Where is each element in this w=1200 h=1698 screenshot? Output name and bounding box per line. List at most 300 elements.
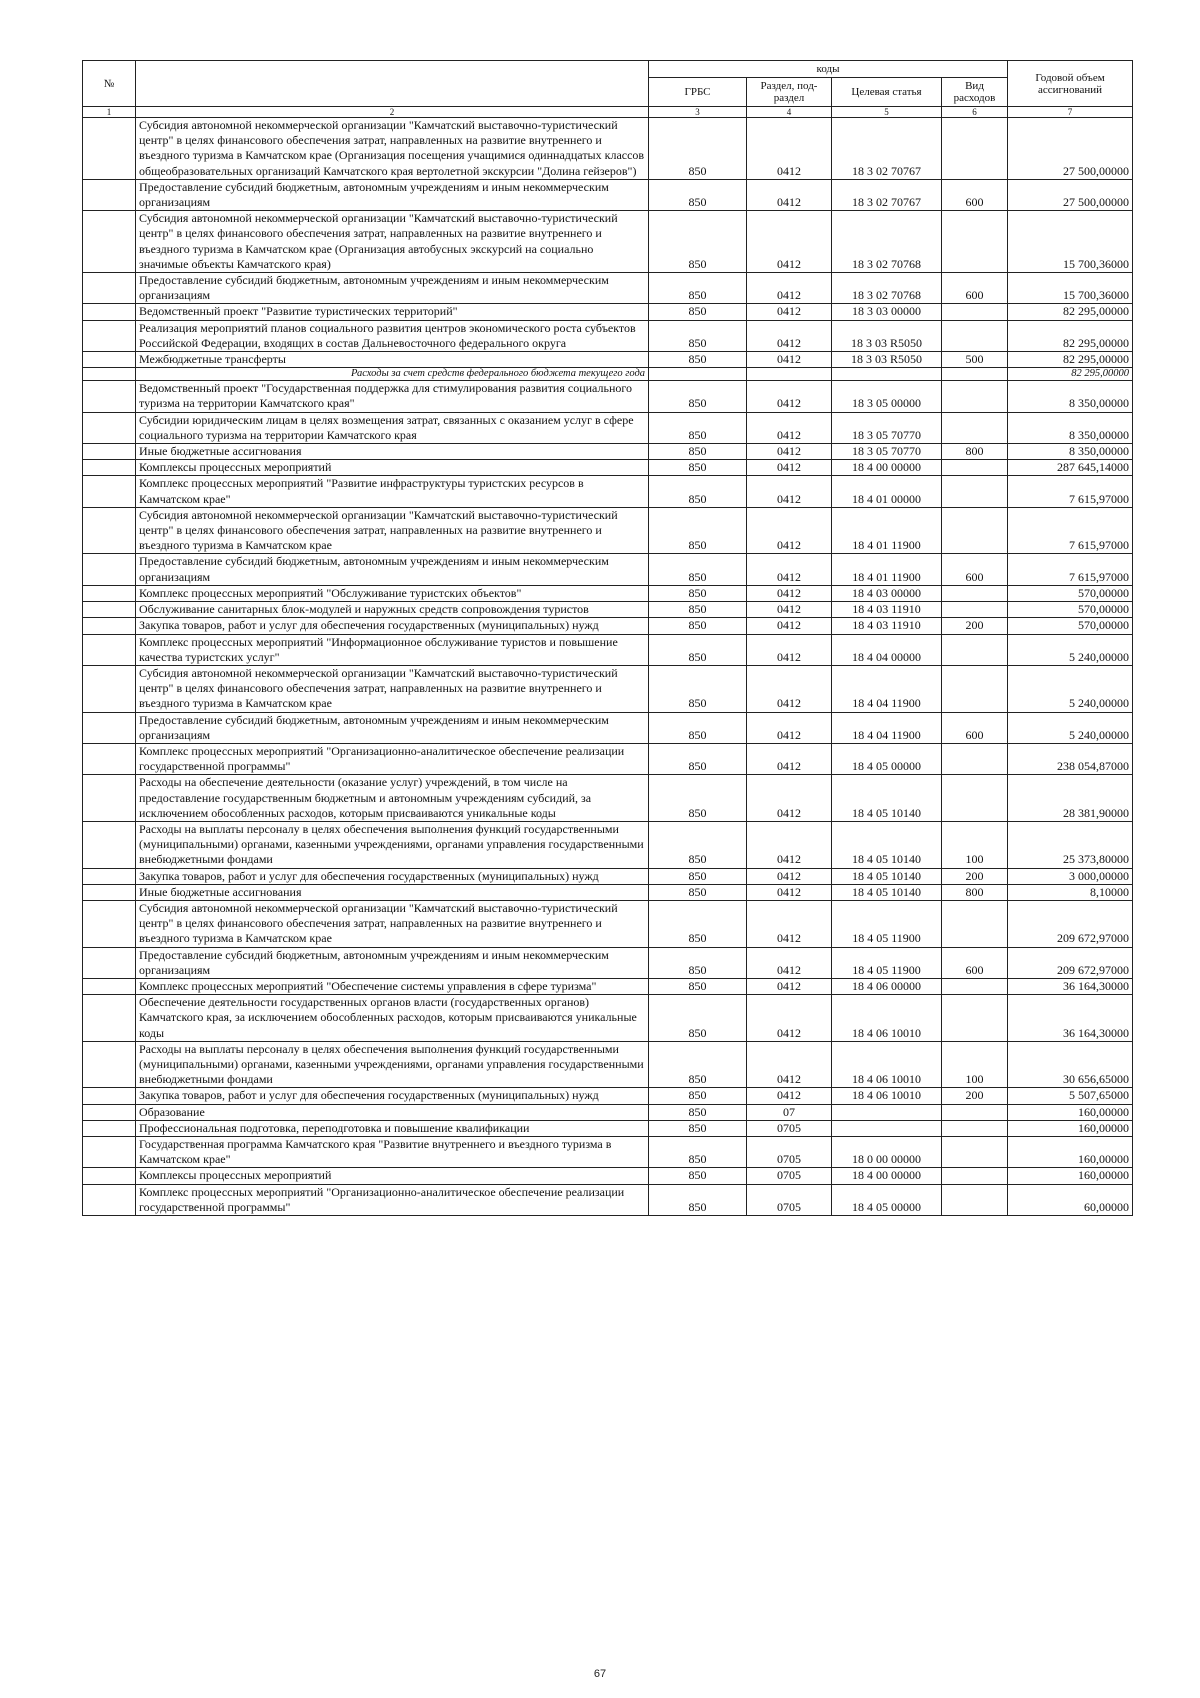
row-target-cell: 18 4 06 10010 <box>832 1041 942 1088</box>
row-razdel-cell: 0412 <box>747 995 832 1042</box>
row-amount-cell: 82 295,00000 <box>1008 368 1133 381</box>
header-codes: коды <box>649 61 1008 78</box>
row-razdel-cell: 0412 <box>747 712 832 743</box>
row-vid-cell <box>942 304 1008 320</box>
row-number-cell <box>83 554 136 585</box>
row-razdel-cell <box>747 368 832 381</box>
row-amount-cell: 5 507,65000 <box>1008 1088 1133 1104</box>
row-description-cell: Субсидия автономной некоммерческой организации "Камчатский выставочно-туристический центр" в целях финансового обеспечения затрат, направленных на развитие внутреннего и въездного туризма в Камчатском крае <box>136 665 649 712</box>
row-amount-cell: 30 656,65000 <box>1008 1041 1133 1088</box>
row-description-cell: Комплексы процессных мероприятий <box>136 460 649 476</box>
row-number-cell <box>83 775 136 822</box>
table-row <box>83 978 1133 994</box>
row-vid-cell <box>942 211 1008 273</box>
row-target-cell: 18 4 05 00000 <box>832 1184 942 1215</box>
row-vid-cell: 600 <box>942 179 1008 210</box>
row-number-cell <box>83 978 136 994</box>
row-target-cell: 18 4 03 11910 <box>832 618 942 634</box>
col-number: 7 <box>1008 107 1133 118</box>
row-grbs-cell: 850 <box>649 884 747 900</box>
row-amount-cell: 160,00000 <box>1008 1120 1133 1136</box>
table-row <box>83 1104 1133 1120</box>
row-vid-cell <box>942 320 1008 351</box>
row-grbs-cell: 850 <box>649 978 747 994</box>
row-description-cell: Обеспечение деятельности государственных органов власти (государственных органов) Камчатского края, за исключением обособленных расходов, которым присваиваются уникальные коды <box>136 995 649 1042</box>
row-description-cell: Профессиональная подготовка, переподготовка и повышение квалификации <box>136 1120 649 1136</box>
row-grbs-cell: 850 <box>649 1104 747 1120</box>
row-target-cell: 18 4 05 10140 <box>832 775 942 822</box>
row-grbs-cell: 850 <box>649 665 747 712</box>
table-row <box>83 381 1133 412</box>
row-razdel-cell: 0412 <box>747 211 832 273</box>
row-grbs-cell: 850 <box>649 412 747 443</box>
table-body <box>83 118 1133 1216</box>
row-number-cell <box>83 320 136 351</box>
row-target-cell: 18 4 00 00000 <box>832 460 942 476</box>
table-row <box>83 476 1133 507</box>
row-amount-cell: 15 700,36000 <box>1008 273 1133 304</box>
row-number-cell <box>83 118 136 180</box>
row-amount-cell: 82 295,00000 <box>1008 320 1133 351</box>
table-row <box>83 1120 1133 1136</box>
row-grbs-cell: 850 <box>649 712 747 743</box>
row-description-cell: Предоставление субсидий бюджетным, автономным учреждениям и иным некоммерческим организациям <box>136 179 649 210</box>
row-description-cell: Государственная программа Камчатского края "Развитие внутреннего и въездного туризма в Камчатском крае" <box>136 1137 649 1168</box>
row-vid-cell <box>942 476 1008 507</box>
row-description-cell: Иные бюджетные ассигнования <box>136 444 649 460</box>
row-target-cell: 18 3 03 R5050 <box>832 320 942 351</box>
row-amount-cell: 8 350,00000 <box>1008 444 1133 460</box>
col-number: 4 <box>747 107 832 118</box>
row-amount-cell: 570,00000 <box>1008 585 1133 601</box>
header-no: № <box>83 61 136 107</box>
row-grbs-cell: 850 <box>649 476 747 507</box>
row-vid-cell <box>942 978 1008 994</box>
row-razdel-cell: 0412 <box>747 665 832 712</box>
row-razdel-cell: 0412 <box>747 1041 832 1088</box>
row-grbs-cell: 850 <box>649 1184 747 1215</box>
table-row <box>83 179 1133 210</box>
row-number-cell <box>83 884 136 900</box>
row-grbs-cell: 850 <box>649 743 747 774</box>
row-number-cell <box>83 412 136 443</box>
row-grbs-cell: 850 <box>649 775 747 822</box>
row-description-cell: Предоставление субсидий бюджетным, автономным учреждениям и иным некоммерческим организациям <box>136 712 649 743</box>
row-vid-cell: 800 <box>942 884 1008 900</box>
row-razdel-cell: 0705 <box>747 1120 832 1136</box>
row-amount-cell: 7 615,97000 <box>1008 507 1133 554</box>
row-amount-cell: 36 164,30000 <box>1008 978 1133 994</box>
row-razdel-cell: 0412 <box>747 118 832 180</box>
row-vid-cell: 200 <box>942 868 1008 884</box>
row-grbs-cell: 850 <box>649 1137 747 1168</box>
row-amount-cell: 160,00000 <box>1008 1137 1133 1168</box>
row-grbs-cell: 850 <box>649 507 747 554</box>
header-vid: Вид расходов <box>942 78 1008 107</box>
row-vid-cell <box>942 412 1008 443</box>
row-grbs-cell: 850 <box>649 995 747 1042</box>
row-vid-cell <box>942 665 1008 712</box>
header-annual-volume: Годовой объем ассигнований <box>1008 61 1133 107</box>
row-vid-cell <box>942 1168 1008 1184</box>
row-vid-cell <box>942 460 1008 476</box>
row-target-cell: 18 4 06 10010 <box>832 995 942 1042</box>
row-vid-cell <box>942 995 1008 1042</box>
row-description-cell: Ведомственный проект "Государственная поддержка для стимулирования развития социального туризма на территории Камчатского края" <box>136 381 649 412</box>
budget-table-container <box>82 60 1132 1216</box>
row-description-cell: Предоставление субсидий бюджетным, автономным учреждениям и иным некоммерческим организациям <box>136 947 649 978</box>
row-vid-cell <box>942 1137 1008 1168</box>
table-row <box>83 304 1133 320</box>
row-razdel-cell: 0412 <box>747 743 832 774</box>
row-target-cell: 18 4 01 11900 <box>832 507 942 554</box>
row-vid-cell <box>942 368 1008 381</box>
row-description-cell: Комплекс процессных мероприятий "Развитие инфраструктуры туристских ресурсов в Камчатском крае" <box>136 476 649 507</box>
row-vid-cell <box>942 1120 1008 1136</box>
row-description-cell: Субсидия автономной некоммерческой организации "Камчатский выставочно-туристический центр" в целях финансового обеспечения затрат, направленных на развитие внутреннего и въездного туризма в Камчатском крае <box>136 507 649 554</box>
table-row <box>83 884 1133 900</box>
row-description-cell: Реализация мероприятий планов социального развития центров экономического роста субъектов Российской Федерации, входящих в состав Дальневосточного федерального округа <box>136 320 649 351</box>
row-vid-cell: 600 <box>942 947 1008 978</box>
row-description-cell: Комплекс процессных мероприятий "Обеспечение системы управления в сфере туризма" <box>136 978 649 994</box>
row-amount-cell: 5 240,00000 <box>1008 665 1133 712</box>
row-target-cell: 18 4 05 11900 <box>832 900 942 947</box>
row-number-cell <box>83 304 136 320</box>
row-vid-cell <box>942 743 1008 774</box>
table-row <box>83 352 1133 368</box>
row-amount-cell: 8,10000 <box>1008 884 1133 900</box>
row-grbs-cell: 850 <box>649 1120 747 1136</box>
row-amount-cell: 27 500,00000 <box>1008 179 1133 210</box>
col-number: 5 <box>832 107 942 118</box>
row-number-cell <box>83 602 136 618</box>
row-target-cell <box>832 1104 942 1120</box>
row-razdel-cell: 0412 <box>747 868 832 884</box>
row-target-cell: 18 4 05 00000 <box>832 743 942 774</box>
row-target-cell: 18 3 02 70768 <box>832 211 942 273</box>
row-target-cell: 18 3 03 00000 <box>832 304 942 320</box>
row-amount-cell: 8 350,00000 <box>1008 412 1133 443</box>
row-description-cell: Субсидия автономной некоммерческой организации "Камчатский выставочно-туристический центр" в целях финансового обеспечения затрат, направленных на развитие внутреннего и въездного туризма в Камчатском крае (Организация посещения учащимися одиннадцатых классов общеобразовательных организаций Камчатского края вертолетной экскурсии "Долина гейзеров") <box>136 118 649 180</box>
row-description-cell: Образование <box>136 1104 649 1120</box>
row-amount-cell: 5 240,00000 <box>1008 634 1133 665</box>
row-description-cell: Субсидия автономной некоммерческой организации "Камчатский выставочно-туристический центр" в целях финансового обеспечения затрат, направленных на развитие внутреннего и въездного туризма в Камчатском крае <box>136 900 649 947</box>
table-row <box>83 665 1133 712</box>
row-target-cell: 18 3 02 70768 <box>832 273 942 304</box>
row-description-cell: Комплекс процессных мероприятий "Организационно-аналитическое обеспечение реализации государственной программы" <box>136 743 649 774</box>
table-row <box>83 602 1133 618</box>
row-vid-cell <box>942 381 1008 412</box>
row-target-cell: 18 4 06 10010 <box>832 1088 942 1104</box>
row-amount-cell: 82 295,00000 <box>1008 304 1133 320</box>
row-grbs-cell: 850 <box>649 585 747 601</box>
table-row <box>83 1041 1133 1088</box>
row-description-cell: Комплекс процессных мероприятий "Организационно-аналитическое обеспечение реализации государственной программы" <box>136 1184 649 1215</box>
row-razdel-cell: 0412 <box>747 507 832 554</box>
table-row <box>83 618 1133 634</box>
row-amount-cell: 570,00000 <box>1008 602 1133 618</box>
row-number-cell <box>83 1120 136 1136</box>
row-number-cell <box>83 634 136 665</box>
table-row <box>83 868 1133 884</box>
row-amount-cell: 238 054,87000 <box>1008 743 1133 774</box>
row-target-cell: 18 4 03 00000 <box>832 585 942 601</box>
row-description-cell: Иные бюджетные ассигнования <box>136 884 649 900</box>
row-number-cell <box>83 743 136 774</box>
row-grbs-cell: 850 <box>649 320 747 351</box>
row-razdel-cell: 0412 <box>747 412 832 443</box>
row-number-cell <box>83 585 136 601</box>
row-razdel-cell: 0412 <box>747 381 832 412</box>
row-grbs-cell: 850 <box>649 460 747 476</box>
row-vid-cell <box>942 507 1008 554</box>
row-amount-cell: 36 164,30000 <box>1008 995 1133 1042</box>
row-description-cell: Субсидия автономной некоммерческой организации "Камчатский выставочно-туристический центр" в целях финансового обеспечения затрат, направленных на развитие внутреннего и въездного туризма в Камчатском крае (Организация автобусных экскурсий на социально значимые объекты Камчатского края) <box>136 211 649 273</box>
row-number-cell <box>83 1184 136 1215</box>
row-vid-cell <box>942 118 1008 180</box>
row-amount-cell: 209 672,97000 <box>1008 900 1133 947</box>
row-description-cell: Обслуживание санитарных блок-модулей и наружных средств сопровождения туристов <box>136 602 649 618</box>
row-number-cell <box>83 211 136 273</box>
row-grbs-cell: 850 <box>649 118 747 180</box>
row-razdel-cell: 0705 <box>747 1184 832 1215</box>
row-number-cell <box>83 821 136 868</box>
row-description-cell: Закупка товаров, работ и услуг для обеспечения государственных (муниципальных) нужд <box>136 618 649 634</box>
row-grbs-cell: 850 <box>649 352 747 368</box>
row-razdel-cell: 0412 <box>747 884 832 900</box>
table-row <box>83 1168 1133 1184</box>
row-target-cell: 18 3 05 00000 <box>832 381 942 412</box>
row-vid-cell: 500 <box>942 352 1008 368</box>
row-description-cell: Ведомственный проект "Развитие туристических территорий" <box>136 304 649 320</box>
row-razdel-cell: 0412 <box>747 460 832 476</box>
table-row <box>83 368 1133 381</box>
row-razdel-cell: 0412 <box>747 444 832 460</box>
row-target-cell: 18 3 05 70770 <box>832 444 942 460</box>
row-amount-cell: 25 373,80000 <box>1008 821 1133 868</box>
table-row <box>83 412 1133 443</box>
row-description-cell: Расходы на выплаты персоналу в целях обеспечения выполнения функций государственными (муниципальными) органами, казенными учреждениями, органами управления государственными внебюджетными фондами <box>136 1041 649 1088</box>
row-grbs-cell <box>649 368 747 381</box>
table-row <box>83 634 1133 665</box>
row-vid-cell <box>942 775 1008 822</box>
row-number-cell <box>83 665 136 712</box>
row-amount-cell: 160,00000 <box>1008 1168 1133 1184</box>
row-grbs-cell: 850 <box>649 444 747 460</box>
row-vid-cell <box>942 900 1008 947</box>
row-description-cell: Комплекс процессных мероприятий "Обслуживание туристских объектов" <box>136 585 649 601</box>
row-target-cell: 18 0 00 00000 <box>832 1137 942 1168</box>
table-row <box>83 554 1133 585</box>
row-number-cell <box>83 618 136 634</box>
row-vid-cell <box>942 634 1008 665</box>
table-row <box>83 712 1133 743</box>
row-razdel-cell: 0412 <box>747 821 832 868</box>
row-amount-cell: 160,00000 <box>1008 1104 1133 1120</box>
row-razdel-cell: 0705 <box>747 1137 832 1168</box>
row-grbs-cell: 850 <box>649 618 747 634</box>
row-grbs-cell: 850 <box>649 381 747 412</box>
row-number-cell <box>83 1104 136 1120</box>
row-vid-cell <box>942 602 1008 618</box>
table-row <box>83 444 1133 460</box>
row-description-cell: Субсидии юридическим лицам в целях возмещения затрат, связанных с оказанием услуг в сфере социального туризма на территории Камчатского края <box>136 412 649 443</box>
row-amount-cell: 7 615,97000 <box>1008 476 1133 507</box>
header-description <box>136 61 649 107</box>
row-amount-cell: 60,00000 <box>1008 1184 1133 1215</box>
row-amount-cell: 8 350,00000 <box>1008 381 1133 412</box>
row-number-cell <box>83 368 136 381</box>
row-vid-cell <box>942 585 1008 601</box>
row-description-cell: Закупка товаров, работ и услуг для обеспечения государственных (муниципальных) нужд <box>136 1088 649 1104</box>
row-grbs-cell: 850 <box>649 304 747 320</box>
row-razdel-cell: 0412 <box>747 304 832 320</box>
row-number-cell <box>83 381 136 412</box>
row-target-cell: 18 4 03 11910 <box>832 602 942 618</box>
row-vid-cell: 800 <box>942 444 1008 460</box>
row-amount-cell: 27 500,00000 <box>1008 118 1133 180</box>
row-vid-cell: 200 <box>942 1088 1008 1104</box>
row-grbs-cell: 850 <box>649 1168 747 1184</box>
row-target-cell <box>832 1120 942 1136</box>
row-grbs-cell: 850 <box>649 273 747 304</box>
row-grbs-cell: 850 <box>649 211 747 273</box>
table-row <box>83 1137 1133 1168</box>
col-number: 6 <box>942 107 1008 118</box>
col-number: 1 <box>83 107 136 118</box>
row-razdel-cell: 0412 <box>747 179 832 210</box>
row-razdel-cell: 0412 <box>747 978 832 994</box>
budget-table <box>82 60 1133 1216</box>
row-amount-cell: 28 381,90000 <box>1008 775 1133 822</box>
table-row <box>83 947 1133 978</box>
page-number: 67 <box>593 1668 607 1680</box>
row-grbs-cell: 850 <box>649 554 747 585</box>
row-amount-cell: 82 295,00000 <box>1008 352 1133 368</box>
table-row <box>83 507 1133 554</box>
row-number-cell <box>83 273 136 304</box>
row-razdel-cell: 0412 <box>747 476 832 507</box>
row-grbs-cell: 850 <box>649 1041 747 1088</box>
row-number-cell <box>83 1137 136 1168</box>
row-description-cell: Предоставление субсидий бюджетным, автономным учреждениям и иным некоммерческим организациям <box>136 554 649 585</box>
row-grbs-cell: 850 <box>649 1088 747 1104</box>
row-razdel-cell: 0412 <box>747 602 832 618</box>
header-target: Целевая статья <box>832 78 942 107</box>
row-target-cell <box>832 368 942 381</box>
row-description-cell: Комплексы процессных мероприятий <box>136 1168 649 1184</box>
table-row <box>83 743 1133 774</box>
row-description-cell: Предоставление субсидий бюджетным, автономным учреждениям и иным некоммерческим организациям <box>136 273 649 304</box>
row-razdel-cell: 0412 <box>747 634 832 665</box>
row-vid-cell <box>942 1184 1008 1215</box>
row-grbs-cell: 850 <box>649 900 747 947</box>
table-row <box>83 320 1133 351</box>
row-razdel-cell: 0412 <box>747 273 832 304</box>
row-razdel-cell: 0412 <box>747 618 832 634</box>
row-grbs-cell: 850 <box>649 947 747 978</box>
row-number-cell <box>83 352 136 368</box>
row-grbs-cell: 850 <box>649 602 747 618</box>
row-number-cell <box>83 712 136 743</box>
row-razdel-cell: 0412 <box>747 947 832 978</box>
row-target-cell: 18 4 05 10140 <box>832 884 942 900</box>
row-vid-cell: 100 <box>942 821 1008 868</box>
row-razdel-cell: 0412 <box>747 585 832 601</box>
row-number-cell <box>83 179 136 210</box>
row-number-cell <box>83 868 136 884</box>
row-vid-cell: 200 <box>942 618 1008 634</box>
row-razdel-cell: 0412 <box>747 554 832 585</box>
row-number-cell <box>83 507 136 554</box>
table-row <box>83 995 1133 1042</box>
row-vid-cell <box>942 1104 1008 1120</box>
row-target-cell: 18 3 05 70770 <box>832 412 942 443</box>
row-razdel-cell: 0705 <box>747 1168 832 1184</box>
row-target-cell: 18 4 06 00000 <box>832 978 942 994</box>
table-row <box>83 211 1133 273</box>
row-amount-cell: 287 645,14000 <box>1008 460 1133 476</box>
table-row <box>83 118 1133 180</box>
row-razdel-cell: 0412 <box>747 900 832 947</box>
col-number: 2 <box>136 107 649 118</box>
header-razdel: Раздел, под-раздел <box>747 78 832 107</box>
row-description-cell: Расходы за счет средств федерального бюджета текущего года <box>136 368 649 381</box>
table-row <box>83 273 1133 304</box>
table-row <box>83 585 1133 601</box>
row-target-cell: 18 3 02 70767 <box>832 118 942 180</box>
row-target-cell: 18 3 02 70767 <box>832 179 942 210</box>
table-row <box>83 1088 1133 1104</box>
row-grbs-cell: 850 <box>649 179 747 210</box>
row-grbs-cell: 850 <box>649 868 747 884</box>
row-razdel-cell: 0412 <box>747 320 832 351</box>
row-amount-cell: 209 672,97000 <box>1008 947 1133 978</box>
row-amount-cell: 3 000,00000 <box>1008 868 1133 884</box>
table-row <box>83 775 1133 822</box>
row-amount-cell: 7 615,97000 <box>1008 554 1133 585</box>
row-number-cell <box>83 995 136 1042</box>
row-description-cell: Комплекс процессных мероприятий "Информационное обслуживание туристов и повышение качества туристских услуг" <box>136 634 649 665</box>
row-vid-cell: 600 <box>942 712 1008 743</box>
row-target-cell: 18 4 00 00000 <box>832 1168 942 1184</box>
row-number-cell <box>83 444 136 460</box>
row-number-cell <box>83 1168 136 1184</box>
row-vid-cell: 600 <box>942 554 1008 585</box>
col-number: 3 <box>649 107 747 118</box>
row-amount-cell: 5 240,00000 <box>1008 712 1133 743</box>
row-target-cell: 18 4 04 11900 <box>832 665 942 712</box>
row-amount-cell: 15 700,36000 <box>1008 211 1133 273</box>
row-number-cell <box>83 460 136 476</box>
row-grbs-cell: 850 <box>649 821 747 868</box>
row-target-cell: 18 4 04 00000 <box>832 634 942 665</box>
row-description-cell: Межбюджетные трансферты <box>136 352 649 368</box>
row-description-cell: Закупка товаров, работ и услуг для обеспечения государственных (муниципальных) нужд <box>136 868 649 884</box>
table-row <box>83 460 1133 476</box>
row-vid-cell: 600 <box>942 273 1008 304</box>
row-grbs-cell: 850 <box>649 634 747 665</box>
table-row <box>83 900 1133 947</box>
row-target-cell: 18 4 05 11900 <box>832 947 942 978</box>
header-grbs: ГРБС <box>649 78 747 107</box>
row-target-cell: 18 4 01 00000 <box>832 476 942 507</box>
row-number-cell <box>83 1041 136 1088</box>
row-number-cell <box>83 476 136 507</box>
row-razdel-cell: 0412 <box>747 775 832 822</box>
table-row <box>83 1184 1133 1215</box>
row-target-cell: 18 4 04 11900 <box>832 712 942 743</box>
